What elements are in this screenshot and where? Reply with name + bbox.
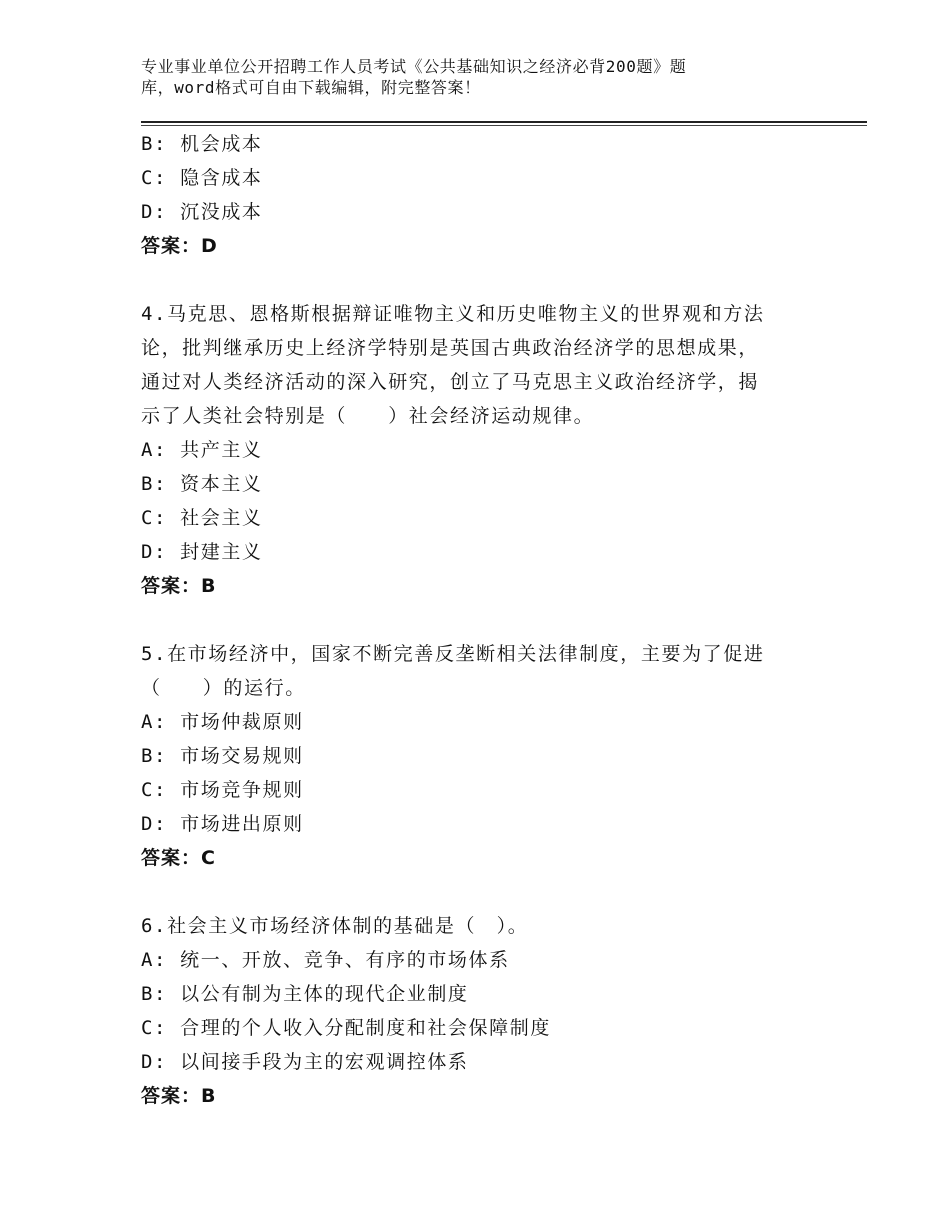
option-b: B: 市场交易规则	[141, 745, 304, 767]
option-a: A: 市场仲裁原则	[141, 711, 304, 733]
option-b: B: 资本主义	[141, 473, 263, 495]
question-stem	[141, 297, 801, 433]
option-d: D: 市场进出原则	[141, 813, 304, 835]
spacer	[141, 263, 801, 297]
question-stem	[141, 637, 801, 705]
question-6	[141, 909, 801, 1113]
stem-line: （ ）的运行。	[141, 677, 306, 699]
question-4	[141, 297, 801, 603]
stem-line: 4.马克思、恩格斯根据辩证唯物主义和历史唯物主义的世界观和方法	[141, 303, 765, 325]
option-b: B: 以公有制为主体的现代企业制度	[141, 983, 469, 1005]
header-line-2: 库，word格式可自由下载编辑，附完整答案！	[141, 78, 481, 97]
stem-line: 论，批判继承历史上经济学特别是英国古典政治经济学的思想成果，	[141, 337, 760, 359]
option-c: C: 合理的个人收入分配制度和社会保障制度	[141, 1017, 551, 1039]
stem-line: 5.在市场经济中，国家不断完善反垄断相关法律制度，主要为了促进	[141, 643, 765, 665]
stem-line: 通过对人类经济活动的深入研究，创立了马克思主义政治经济学，揭	[141, 371, 760, 393]
document-header	[141, 56, 781, 98]
answer-line: 答案：D	[141, 235, 218, 257]
document-body	[141, 127, 801, 1113]
option-d: D: 封建主义	[141, 541, 263, 563]
question-stem	[141, 909, 801, 943]
answer-line: 答案：B	[141, 1085, 217, 1107]
option-c: C: 市场竞争规则	[141, 779, 304, 801]
option-b: B: 机会成本	[141, 133, 263, 155]
option-d: D: 以间接手段为主的宏观调控体系	[141, 1051, 469, 1073]
stem-line: 示了人类社会特别是（ ）社会经济运动规律。	[141, 405, 595, 427]
stem-line: 6.社会主义市场经济体制的基础是（ ）。	[141, 915, 529, 937]
spacer	[141, 603, 801, 637]
option-a: A: 统一、开放、竞争、有序的市场体系	[141, 949, 510, 971]
question-3-continued	[141, 127, 801, 263]
option-a: A: 共产主义	[141, 439, 263, 461]
option-c: C: 社会主义	[141, 507, 263, 529]
option-c: C: 隐含成本	[141, 167, 263, 189]
answer-line: 答案：B	[141, 575, 217, 597]
question-5	[141, 637, 801, 875]
header-divider-thick	[141, 121, 867, 123]
header-line-1: 专业事业单位公开招聘工作人员考试《公共基础知识之经济必背200题》题	[141, 57, 687, 76]
spacer	[141, 875, 801, 909]
answer-line: 答案：C	[141, 847, 216, 869]
option-d: D: 沉没成本	[141, 201, 263, 223]
header-divider-thin	[141, 125, 867, 126]
